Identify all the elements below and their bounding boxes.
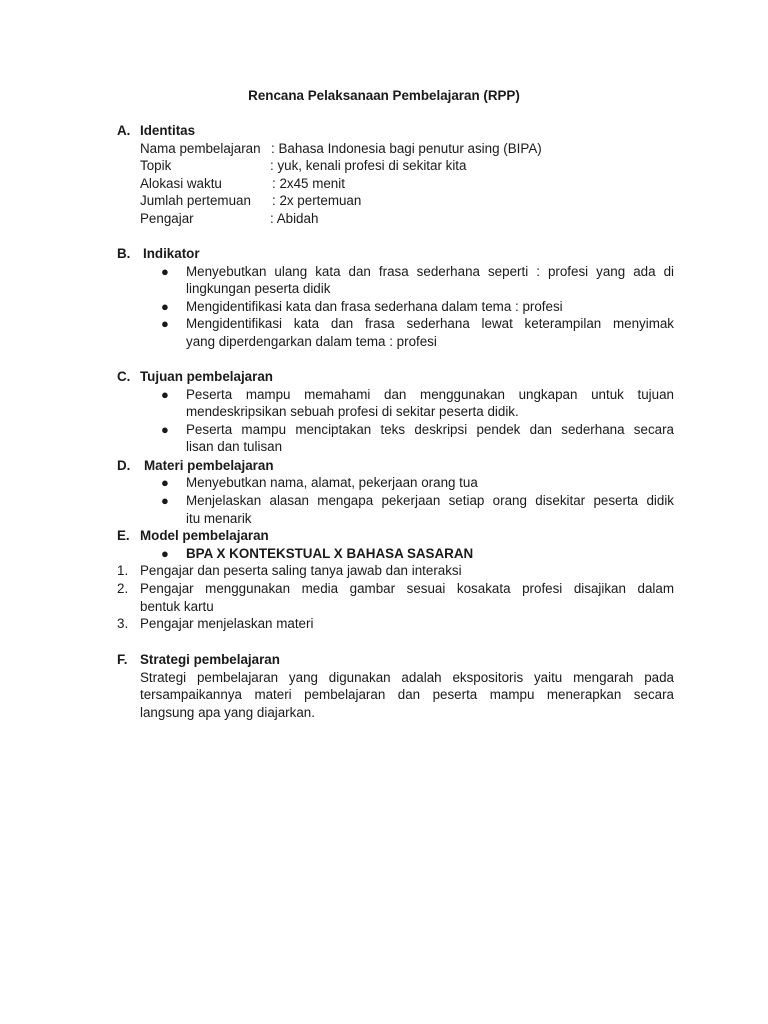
step-text: bentuk kartu — [140, 598, 214, 614]
section-marker: F. — [117, 652, 128, 667]
section-heading: Indikator — [143, 246, 200, 261]
identity-value: : 2x45 menit — [272, 175, 345, 191]
identity-label: Nama pembelajaran — [140, 140, 261, 156]
list-item-text: Mengidentifikasi kata dan frasa sederhana lewat keterampilan menyimak — [186, 316, 674, 332]
bullet-icon: ● — [161, 421, 169, 437]
section-marker: C. — [117, 369, 131, 384]
step-text: Pengajar dan peserta saling tanya jawab dan interaksi — [140, 563, 462, 579]
paragraph-line: Strategi pembelajaran yang digunakan adalah ekspositoris yaitu mengarah pada — [140, 669, 674, 685]
identity-label: Jumlah pertemuan — [140, 193, 251, 209]
section-marker: D. — [117, 457, 131, 473]
list-item-text: lisan dan tulisan — [186, 439, 283, 455]
paragraph-line: tersampaikannya materi pembelajaran dan peserta mampu menerapkan secara — [140, 687, 674, 703]
model-heading: BPA X KONTEKSTUAL X BAHASA SASARAN — [186, 545, 474, 561]
step-text: Pengajar menggunakan media gambar sesuai kosakata profesi disajikan dalam — [140, 581, 674, 596]
bullet-icon: ● — [161, 298, 169, 314]
identity-label: Topik — [140, 158, 172, 174]
section-marker: A. — [117, 123, 131, 138]
list-item-text: Mengidentifikasi kata dan frasa sederhana dalam tema : profesi — [186, 298, 563, 314]
bullet-icon: ● — [161, 493, 169, 508]
section-heading: Identitas — [140, 123, 196, 138]
document-title: Rencana Pelaksanaan Pembelajaran (RPP) — [248, 88, 520, 103]
paragraph-line: langsung apa yang diajarkan. — [140, 704, 315, 720]
bullet-icon: ● — [161, 316, 169, 332]
list-item-text: mendeskripsikan sebuah profesi di sekitar peserta didik. — [186, 404, 519, 420]
identity-value: : Bahasa Indonesia bagi penutur asing (BIPA) — [271, 140, 542, 156]
section-marker: E. — [117, 528, 130, 544]
bullet-icon: ● — [161, 475, 169, 491]
bullet-icon: ● — [161, 545, 169, 561]
step-text: Pengajar menjelaskan materi — [140, 616, 314, 632]
section-heading: Tujuan pembelajaran — [140, 369, 273, 384]
bullet-icon: ● — [161, 263, 169, 279]
list-item-text: Menjelaskan alasan mengapa pekerjaan setiap orang disekitar peserta didik — [186, 493, 674, 508]
step-number: 2. — [117, 581, 129, 596]
identity-value: : 2x pertemuan — [272, 193, 362, 209]
list-item-text: Peserta mampu menciptakan teks deskripsi pendek dan sederhana secara — [186, 421, 674, 437]
list-item-text: Peserta mampu memahami dan menggunakan ungkapan untuk tujuan — [186, 386, 674, 402]
list-item-text: Menyebutkan ulang kata dan frasa sederhana seperti : profesi yang ada di — [186, 263, 674, 279]
step-number: 1. — [117, 563, 129, 579]
bullet-icon: ● — [161, 386, 169, 402]
section-heading: Materi pembelajaran — [144, 457, 274, 473]
list-item-text: itu menarik — [186, 510, 252, 526]
identity-label: Pengajar — [140, 211, 194, 226]
list-item-text: lingkungan peserta didik — [186, 281, 331, 297]
section-heading: Model pembelajaran — [140, 528, 269, 544]
identity-value: : yuk, kenali profesi di sekitar kita — [270, 158, 467, 174]
identity-value: : Abidah — [270, 211, 319, 226]
section-heading: Strategi pembelajaran — [140, 652, 280, 667]
list-item-text: yang diperdengarkan dalam tema : profesi — [186, 334, 437, 349]
identity-label: Alokasi waktu — [140, 175, 222, 191]
list-item-text: Menyebutkan nama, alamat, pekerjaan orang tua — [186, 475, 478, 491]
section-marker: B. — [117, 246, 131, 261]
step-number: 3. — [117, 616, 129, 632]
